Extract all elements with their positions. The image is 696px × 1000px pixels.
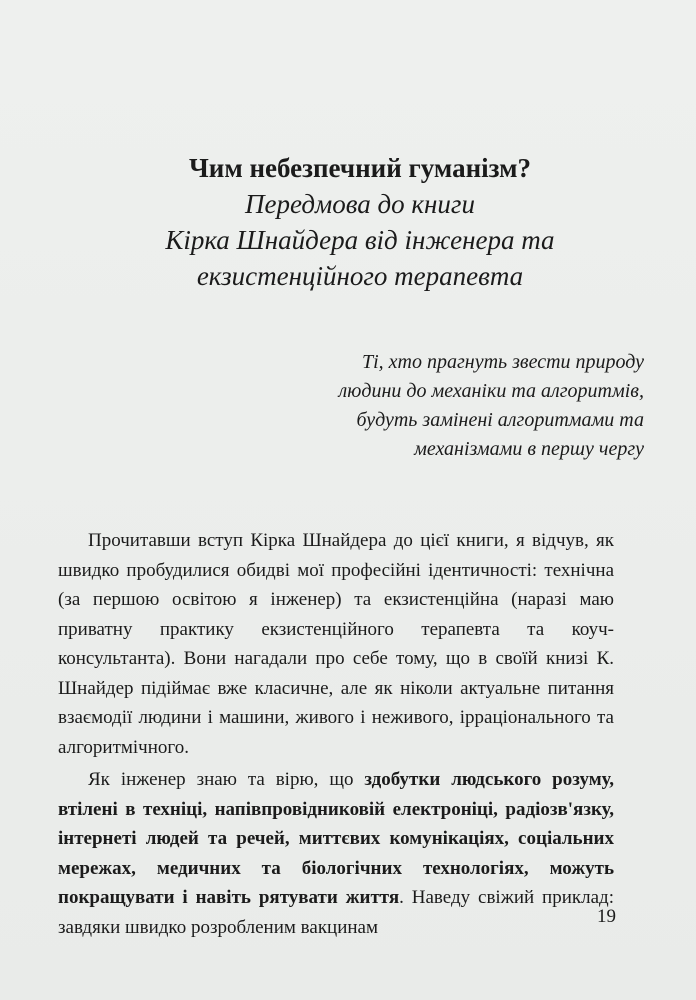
epigraph-line: будуть замінені алгоритмами та (356, 409, 644, 431)
chapter-subtitle-line: екзистенційного терапевта (196, 261, 524, 291)
epigraph-line: Ті, хто прагнуть звести природу (361, 351, 644, 373)
epigraph (224, 348, 644, 464)
paragraph-tail: . Наведу свіжий приклад: завдяки швидко розробленим вакцинам (58, 887, 614, 938)
paragraph: Прочитавши вступ Кірка Шнайдера до цієї книги, я відчув, як швидко пробудилися обидві мої професійні ідентичності: технічна (за першою освітою я інженер) та екзистенційна (наразі маю приватну практику екзистенційного терапевта та коуч-консультанта). Вони нагадали про себе тому, що в своїй книзі К. Шнайдер підіймає вже класичне, але як ніколи актуальне питання взаємодії людини і машини, живого і неживого, ірраціонального та алгоритмічного. (58, 530, 614, 758)
epigraph-line: механізмами в першу чергу (414, 438, 644, 460)
paragraph-lead: Як інженер знаю та вірю, що (88, 769, 365, 790)
page-number: 19 (597, 906, 616, 927)
paragraph-emphasis: здобутки людського розуму, втілені в техніці, напівпровідниковій електроніці, радіозв'язку, інтернеті людей та речей, миттєвих комунікаціях, соціальних мережах, медичних та біологічних технологіях, можуть покращувати і навіть рятувати життя (58, 769, 614, 908)
body-text (58, 526, 614, 942)
chapter-title: Чим небезпечний гуманізм? (188, 153, 532, 183)
chapter-subtitle-line: Кірка Шнайдера від інженера та (165, 225, 555, 255)
epigraph-line: людини до механіки та алгоритмів, (338, 380, 644, 402)
chapter-heading (60, 150, 660, 294)
paragraph (58, 765, 614, 942)
chapter-subtitle-line: Передмова до книги (245, 189, 475, 219)
